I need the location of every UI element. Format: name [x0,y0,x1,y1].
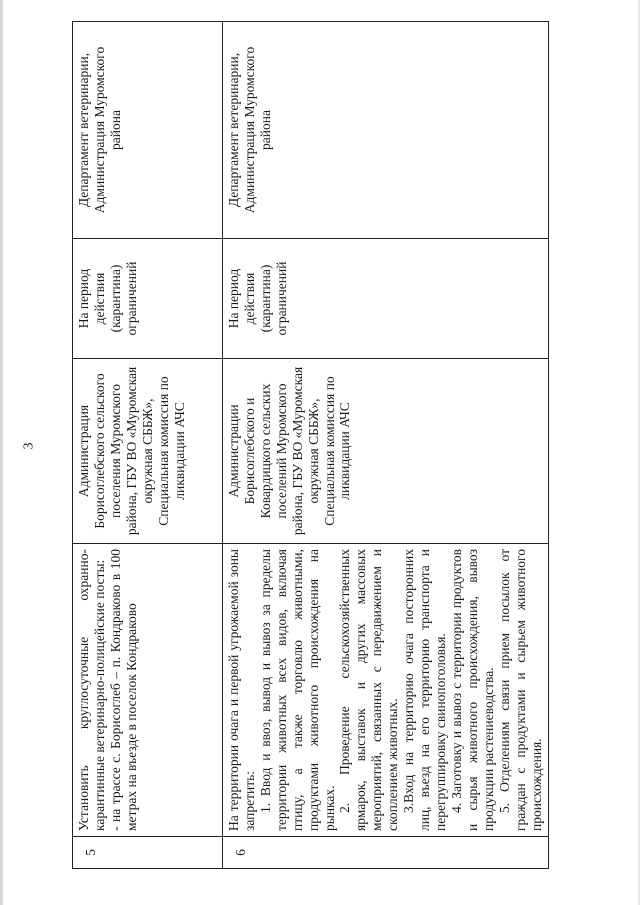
responsible-cell: Администрация Борисоглебского сельского поселения Муромского района, ГБУ ВО «Муромская окружная СББЖ», Специальная комиссия по ликвидации АЧС [73,359,223,544]
measure-line: 5. Отделениям связи прием посылок от граждан с продуктами и сырьем животного происхождения. [496,549,544,831]
measures-table [72,21,549,869]
controller-cell: Департамент ветеринарии, Администрация Муромского района [223,22,549,239]
period-cell: На период действия (карантина) ограничений [223,239,549,359]
table-row [73,22,223,869]
measure-line: 1. Ввод и ввоз, вывод и вывоз за пределы территории животных всех видов, включая птицу, а также торговлю животными, продуктами животного происхождения на рынках. [257,549,337,831]
measure-line: На территории очага и первой угрожаемой зоны запретить: [226,549,257,831]
responsible-cell: Администрации Борисоглебского и Ковардицкого сельских поселений Муромского района, ГБУ ВО «Муромская окружная СББЖ», Специальная комиссия по ликвидации АЧС [223,359,549,544]
measure-line: 3.Вход на территорию очага посторонних лиц, въезд на его территорию транспорта и перегруппировку свинопоголовья. [401,549,448,831]
measure-line: - на трассе с. Борисоглеб – п. Кондраково в 100 метрах на въезде в поселок Кондраково [107,549,139,831]
table-row [223,22,549,869]
measure-line: Установить круглосуточные охранно-карантинные ветеринарно-полицейские посты: [76,549,107,831]
controller-cell: Департамент ветеринарии, Администрация Муромского района [73,22,223,239]
period-cell: На период действия (карантина) ограничений [73,239,223,359]
row-number: 5 [73,837,223,869]
row-number: 6 [223,837,549,869]
page-number: 3 [21,442,37,450]
measure-line: 2. Проведение сельскохозяйственных ярмарок, выставок и других массовых мероприятий, связанных с передвижением и скоплением животных. [337,549,401,831]
measure-line: 4. Заготовку и вывоз с территории продуктов и сырья животного происхождения, вывоз продукции растениеводства. [448,549,496,831]
rotated-table-wrapper [72,22,549,869]
measures-cell [223,544,549,837]
measures-cell [73,544,223,837]
scan-edge-left [0,0,3,905]
